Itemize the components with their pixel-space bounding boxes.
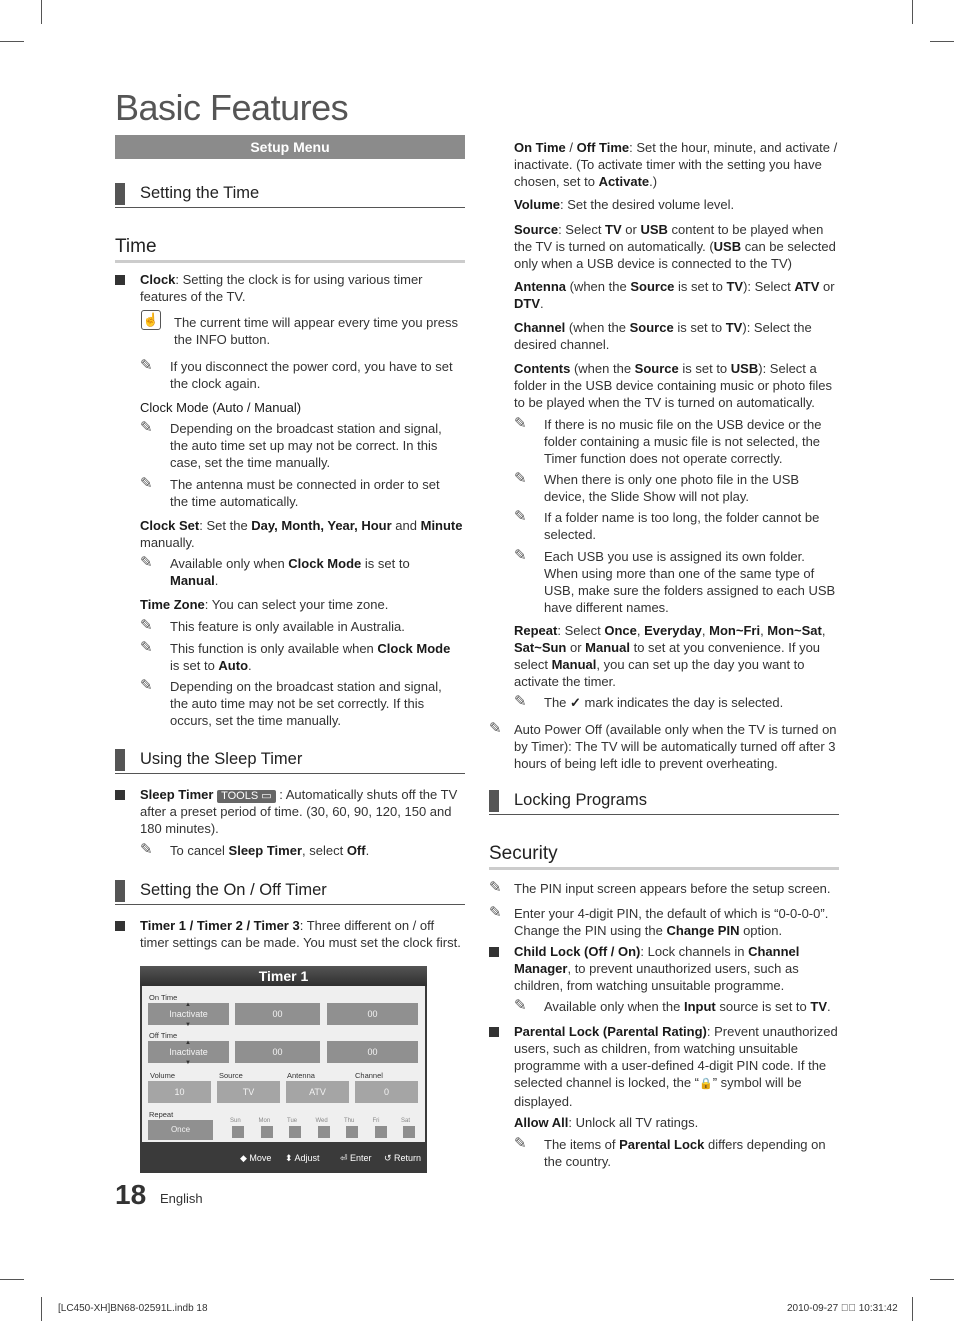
- text: : Set the: [199, 518, 252, 533]
- section-header-label: Setting the On / Off Timer: [140, 881, 327, 899]
- term: Off: [346, 843, 366, 858]
- text: To cancel: [170, 843, 229, 858]
- pencil-icon: ✎: [140, 554, 153, 571]
- section-header-locking-programs: [489, 790, 839, 815]
- clock-paragraph: [140, 271, 465, 305]
- text: is set to: [361, 556, 410, 571]
- term: Source: [630, 279, 675, 294]
- disconnect-note: If you disconnect the power cord, you have to set the clock again.: [170, 359, 453, 391]
- day-checkbox-thu[interactable]: [346, 1126, 358, 1138]
- crop-mark: [930, 41, 954, 42]
- day-label-fri: Fri: [372, 1118, 380, 1124]
- lock-icon: 🔒: [699, 1078, 713, 1090]
- text: to set at you convenience. If you select: [514, 640, 821, 672]
- note-text: button.: [226, 332, 271, 347]
- day-checkbox-mon[interactable]: [261, 1126, 273, 1138]
- text: .): [649, 174, 658, 189]
- text: option.: [739, 923, 783, 938]
- off-time-hour-field[interactable]: 00: [235, 1041, 320, 1063]
- term: Mon~Sat: [767, 623, 822, 638]
- term: Change PIN: [666, 923, 740, 938]
- hint-label: Return: [394, 1153, 422, 1163]
- pencil-icon: ✎: [514, 997, 527, 1014]
- on-time-paragraph: [514, 139, 839, 190]
- term: Manual: [170, 573, 215, 588]
- crop-mark: [912, 0, 913, 24]
- term: Allow All: [514, 1115, 569, 1130]
- term: Sleep Timer: [140, 787, 214, 802]
- pencil-icon: ✎: [514, 415, 527, 432]
- setup-menu-bar: Setup Menu: [115, 135, 465, 159]
- term: Sat~Sun: [514, 640, 567, 655]
- info-note: [174, 314, 464, 348]
- usb-note-3: If a folder name is too long, the folder cannot be selected.: [544, 510, 820, 542]
- text: (when the: [566, 279, 631, 294]
- broadcast-note-2: Depending on the broadcast station and signal, the auto time may not be set correctly. If this occurs, set the time manually.: [170, 679, 442, 728]
- pencil-icon: ✎: [140, 419, 153, 436]
- section-header-on-off-timer: [115, 880, 465, 905]
- text: or: [819, 279, 835, 294]
- contents-paragraph: [514, 360, 839, 411]
- crop-mark: [41, 0, 42, 24]
- bullet-icon: [115, 275, 125, 285]
- text: content to be played when the TV is turned on automatically. (: [514, 222, 824, 254]
- subsection-security: Security: [489, 843, 839, 870]
- antenna-paragraph: [514, 278, 839, 312]
- section-header-label: Using the Sleep Timer: [140, 750, 303, 768]
- text: ,: [760, 623, 768, 638]
- note-text: The current time will appear every time you press the: [174, 315, 458, 347]
- pencil-icon: ✎: [514, 693, 527, 710]
- pencil-icon: ✎: [514, 1135, 527, 1152]
- hand-icon: ☝: [141, 310, 161, 330]
- mark-note: [544, 694, 839, 711]
- text: mark indicates the day is selected.: [580, 695, 784, 710]
- usb-note-2: When there is only one photo file in the USB device, the Slide Show will not play.: [544, 472, 800, 504]
- term: TV: [605, 222, 622, 237]
- antenna-field[interactable]: ATV: [286, 1081, 349, 1103]
- source-label: Source: [219, 1071, 243, 1080]
- term: Mon~Fri: [709, 623, 761, 638]
- pencil-icon: ✎: [514, 508, 527, 525]
- source-paragraph: [514, 221, 839, 272]
- crop-mark: [930, 1279, 954, 1280]
- text: is set to: [170, 658, 219, 673]
- volume-label: Volume: [150, 1071, 176, 1080]
- text: , select: [302, 843, 347, 858]
- check-icon: ✓: [570, 695, 581, 710]
- term: Day, Month, Year, Hour: [251, 518, 392, 533]
- crop-mark: [912, 1297, 913, 1321]
- term: Source: [634, 361, 679, 376]
- text: .: [827, 999, 831, 1014]
- source-field[interactable]: TV: [217, 1081, 280, 1103]
- down-arrow-icon: ▼: [185, 1060, 191, 1066]
- volume-field[interactable]: 10: [148, 1081, 211, 1103]
- usb-note-1: If there is no music file on the USB device or the folder containing a music file is not selected, the Timer function does not operate correctly.: [544, 417, 822, 466]
- antenna-note: The antenna must be connected in order to set the time automatically.: [170, 477, 440, 509]
- term: TV: [725, 320, 743, 335]
- text: and: [391, 518, 421, 533]
- text: .: [540, 296, 544, 311]
- section-header-sleep-timer: [115, 749, 465, 774]
- function-note: [170, 640, 460, 674]
- bullet-icon: [489, 947, 499, 957]
- text: is set to: [674, 279, 727, 294]
- timer-paragraph: [140, 917, 465, 951]
- text: This function is only available when: [170, 641, 378, 656]
- text: can be selected only when a USB device is connected to the TV): [514, 239, 836, 271]
- clock-mode-heading: Clock Mode (Auto / Manual): [140, 400, 302, 415]
- channel-label: Channel: [355, 1071, 383, 1080]
- term: Clock Set: [140, 518, 200, 533]
- term: Source: [514, 222, 559, 237]
- text: /: [565, 140, 577, 155]
- bullet-icon: [115, 921, 125, 931]
- text: ): Select: [743, 279, 795, 294]
- term: Everyday: [644, 623, 702, 638]
- text: ,: [701, 623, 710, 638]
- section-header-label: Setting the Time: [140, 184, 260, 202]
- language-label: English: [160, 1191, 203, 1206]
- clock-set-paragraph: [140, 517, 465, 551]
- pencil-icon: ✎: [140, 475, 153, 492]
- pin-note-1: The PIN input screen appears before the setup screen.: [514, 881, 831, 896]
- text: is set to: [673, 320, 726, 335]
- repeat-paragraph: [514, 622, 839, 690]
- avail-note: [170, 555, 460, 589]
- term: Time Zone: [140, 597, 205, 612]
- tools-label: TOOLS: [221, 790, 259, 802]
- parental-lock-paragraph: [514, 1023, 839, 1110]
- up-arrow-icon: ▲: [185, 1040, 191, 1046]
- clock-term: Clock: [140, 272, 176, 287]
- clock-desc: : Setting the clock is for using various timer features of the TV.: [140, 272, 423, 304]
- day-label-sat: Sat: [401, 1118, 411, 1124]
- subsection-time: Time: [115, 236, 465, 263]
- day-checkbox-wed[interactable]: [318, 1126, 330, 1138]
- text: ): Select a folder in the USB device containing music or photo files to be played when the TV is turned on automatically.: [514, 361, 832, 410]
- term: Parental Lock (Parental Rating): [514, 1024, 707, 1039]
- term: Parental Lock: [619, 1137, 705, 1152]
- text: or: [621, 222, 641, 237]
- hint-label: Adjust: [294, 1153, 320, 1163]
- text: : Select: [558, 222, 606, 237]
- repeat-label: Repeat: [149, 1110, 174, 1119]
- pencil-icon: ✎: [140, 357, 153, 374]
- page-number: 18: [115, 1179, 147, 1210]
- text: .: [248, 658, 252, 673]
- term: Auto: [218, 658, 249, 673]
- text: The: [544, 695, 571, 710]
- text: is set to: [678, 361, 731, 376]
- pin-note-2: [514, 905, 842, 939]
- term: Antenna: [514, 279, 566, 294]
- timer-panel: [140, 966, 427, 1173]
- text: : Select: [557, 623, 605, 638]
- time-zone-paragraph: [140, 596, 470, 613]
- term: USB: [640, 222, 668, 237]
- term: Channel Manager: [514, 944, 800, 976]
- day-checkbox-sun[interactable]: [232, 1126, 244, 1138]
- term: Channel: [514, 320, 566, 335]
- crop-mark: [41, 1297, 42, 1321]
- page-title: Basic Features: [115, 87, 349, 128]
- term: Repeat: [514, 623, 558, 638]
- note-text: INFO: [195, 332, 227, 347]
- text: : Unlock all TV ratings.: [568, 1115, 699, 1130]
- move-hint: ◆ Move: [240, 1153, 272, 1163]
- return-hint: ↺ Return: [384, 1153, 422, 1163]
- text: source is set to: [715, 999, 811, 1014]
- pencil-icon: ✎: [140, 639, 153, 656]
- text: : Lock channels in: [640, 944, 749, 959]
- term: Manual: [585, 640, 630, 655]
- bullet-icon: [115, 790, 125, 800]
- down-arrow-icon: ▼: [185, 1022, 191, 1028]
- text: differs depending on the country.: [544, 1137, 826, 1169]
- text: ,: [821, 623, 826, 638]
- term: Manual: [551, 657, 597, 672]
- text: The items of: [544, 1137, 620, 1152]
- hint-label: Move: [249, 1153, 272, 1163]
- channel-paragraph: [514, 319, 839, 353]
- hint-label: Enter: [350, 1153, 372, 1163]
- text: Enter your 4-digit PIN, the default of which is “0-0-0-0”. Change the PIN using the: [514, 906, 829, 938]
- tools-button-icon: TOOLS ▭: [217, 790, 276, 803]
- term: Clock Mode: [288, 556, 362, 571]
- term: ATV: [794, 279, 820, 294]
- text: ” symbol will be displayed.: [514, 1075, 802, 1109]
- text: .: [365, 843, 370, 858]
- antenna-label: Antenna: [287, 1071, 315, 1080]
- term: Child Lock (Off / On): [514, 944, 641, 959]
- pencil-icon: ✎: [140, 841, 153, 858]
- footer-file-name: [LC450-XH]BN68-02591L.indb 18: [58, 1303, 208, 1314]
- pencil-icon: ✎: [140, 677, 153, 694]
- term: DTV: [514, 296, 540, 311]
- timer-panel-body: [142, 986, 425, 1142]
- term: Once: [604, 623, 637, 638]
- term: Source: [629, 320, 674, 335]
- text: or: [566, 640, 586, 655]
- pencil-icon: ✎: [489, 904, 502, 921]
- usb-note-4: Each USB you use is assigned its own folder. When using more than one of the same type of USB, make sure the folders assigned to each USB have different names.: [544, 549, 836, 615]
- term: Sleep Timer: [228, 843, 303, 858]
- text: .: [214, 573, 219, 588]
- broadcast-note: Depending on the broadcast station and signal, the auto time set up may not be correct. In this case, set the time manually.: [170, 421, 442, 470]
- term: Clock Mode: [377, 641, 451, 656]
- pencil-icon: ✎: [489, 879, 502, 896]
- section-header-label: Locking Programs: [514, 791, 647, 809]
- term: TV: [810, 999, 828, 1014]
- term: On Time: [514, 140, 566, 155]
- auto-power-note: Auto Power Off (available only when the TV is turned on by Timer): The TV will be automatically turned off after 3 hours of being left idle to prevent overheating.: [514, 722, 837, 771]
- day-checkbox-sat[interactable]: [403, 1126, 415, 1138]
- text: , to prevent unauthorized users, such as children, from watching unsuitable programme.: [514, 961, 799, 993]
- off-time-label: Off Time: [149, 1031, 178, 1040]
- text: : You can select your time zone.: [204, 597, 389, 612]
- text: : Prevent unauthorized users, such as children, from watching unsuitable programme with a user-defined 4-digit PIN code. If the selected channel is locked, the “: [514, 1024, 838, 1090]
- text: manually.: [140, 535, 195, 550]
- text: ): Select the desired channel.: [514, 320, 812, 352]
- on-time-label: On Time: [149, 993, 178, 1002]
- child-lock-paragraph: [514, 943, 839, 994]
- australia-note: This feature is only available in Australia.: [170, 619, 405, 634]
- select-value: Inactivate: [169, 1009, 208, 1019]
- footer-timestamp: 2010-09-27 ￿￿ 10:31:42: [787, 1303, 898, 1314]
- term: USB: [713, 239, 742, 254]
- text: Available only when: [170, 556, 289, 571]
- text: , you can set up the day you want to activate the timer.: [514, 657, 805, 689]
- crop-mark: [0, 1279, 24, 1280]
- volume-paragraph: [514, 196, 839, 213]
- bullet-icon: [489, 1027, 499, 1037]
- day-label-tue: Tue: [287, 1118, 298, 1124]
- day-label-mon: Mon: [258, 1118, 271, 1124]
- section-header-setting-time: [115, 183, 465, 208]
- on-time-minute-field[interactable]: 00: [327, 1003, 418, 1025]
- text: ,: [636, 623, 645, 638]
- text: : Set the desired volume level.: [560, 197, 735, 212]
- text: : Automatically shuts off the TV after a preset period of time. (30, 60, 90, 120, 150 and 180 minutes).: [140, 787, 458, 836]
- text: : Set the hour, minute, and activate / inactivate. (To activate timer with the setting you have chosen, set to: [514, 140, 838, 189]
- text: (when the: [570, 361, 635, 376]
- adjust-hint: ⬍ Adjust: [285, 1153, 320, 1163]
- allow-all-paragraph: [514, 1114, 839, 1131]
- term: Activate: [598, 174, 650, 189]
- cancel-note: [170, 842, 460, 859]
- text: (when the: [565, 320, 630, 335]
- up-arrow-icon: ▲: [185, 1002, 191, 1008]
- items-note: [544, 1136, 839, 1170]
- repeat-select[interactable]: Once: [148, 1120, 213, 1140]
- term: Off Time: [576, 140, 630, 155]
- input-note: [544, 998, 839, 1015]
- text: : Three different on / off timer settings can be made. You must set the clock first.: [140, 918, 461, 950]
- day-checkbox-fri[interactable]: [375, 1126, 387, 1138]
- pencil-icon: ✎: [140, 617, 153, 634]
- sleep-timer-paragraph: [140, 786, 465, 837]
- term: Input: [683, 999, 716, 1014]
- select-value: Inactivate: [169, 1047, 208, 1057]
- pencil-icon: ✎: [489, 720, 502, 737]
- term: USB: [730, 361, 759, 376]
- day-checkbox-tue[interactable]: [289, 1126, 301, 1138]
- enter-hint: ⏎ Enter: [340, 1153, 372, 1163]
- day-label-thu: Thu: [344, 1118, 355, 1124]
- day-label-wed: Wed: [315, 1118, 328, 1124]
- on-time-hour-field[interactable]: 00: [235, 1003, 320, 1025]
- pencil-icon: ✎: [514, 547, 527, 564]
- term: TV: [726, 279, 744, 294]
- term: Timer 1 / Timer 2 / Timer 3: [140, 918, 300, 933]
- pencil-icon: ✎: [514, 470, 527, 487]
- crop-mark: [0, 41, 24, 42]
- off-time-minute-field[interactable]: 00: [327, 1041, 418, 1063]
- day-label-sun: Sun: [230, 1118, 241, 1124]
- text: Available only when the: [544, 999, 684, 1014]
- term: Contents: [514, 361, 571, 376]
- channel-field[interactable]: 0: [355, 1081, 418, 1103]
- term: Volume: [514, 197, 560, 212]
- term: Minute: [420, 518, 463, 533]
- timer-panel-title: Timer 1: [140, 966, 427, 986]
